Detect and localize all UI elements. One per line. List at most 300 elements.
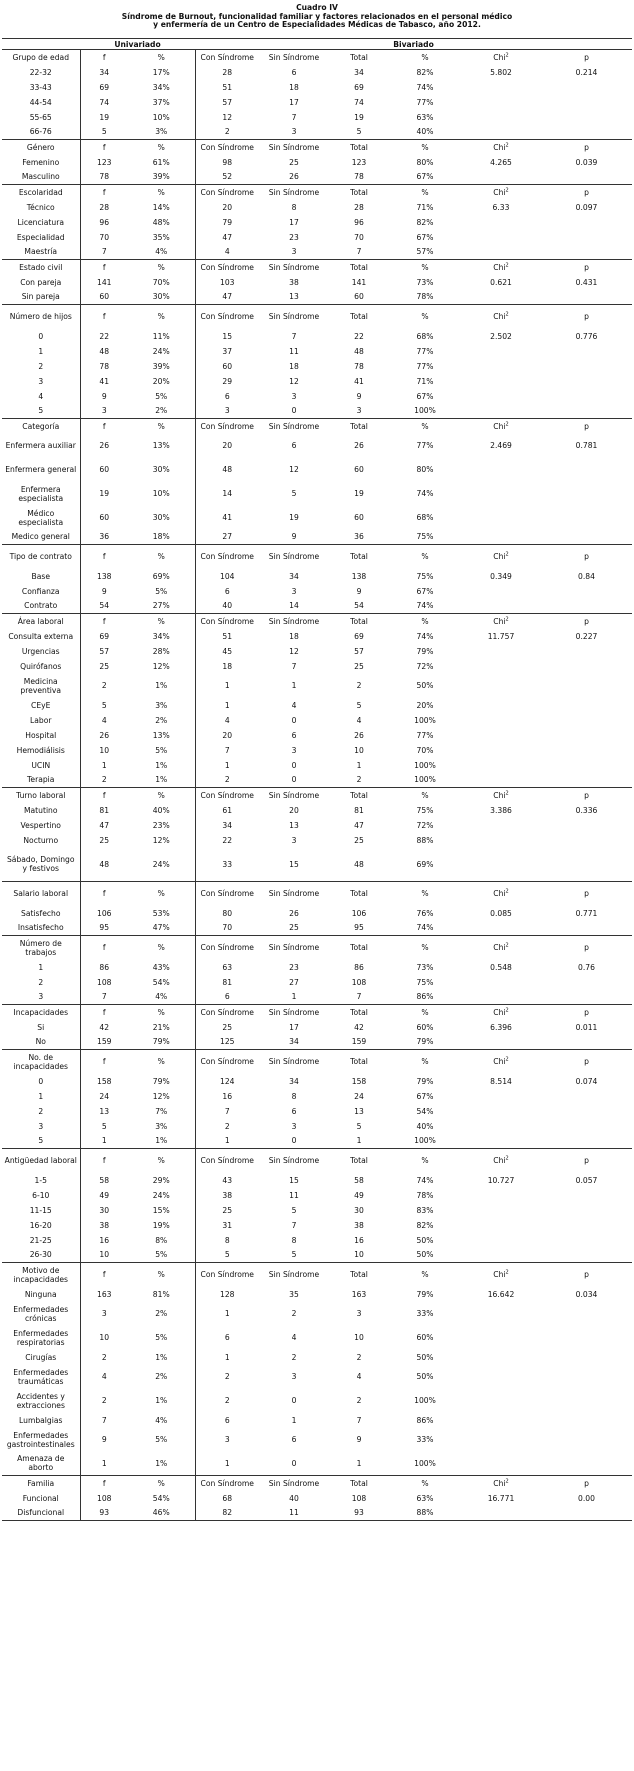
section-label: Género [2, 140, 80, 155]
total-value: 96 [354, 217, 364, 227]
p-value [541, 921, 632, 936]
con-sindrome-value: 45 [195, 644, 259, 659]
p-value: 0.011 [575, 1022, 598, 1032]
total-value: 1 [329, 1134, 389, 1149]
pct-bivariado-value: 82% [416, 1220, 434, 1230]
sin-sindrome-header: Sin Síndrome [259, 1005, 329, 1020]
con-sindrome-header: Con Síndrome [195, 788, 259, 803]
p-value [541, 170, 632, 185]
sin-sindrome-value: 12 [289, 376, 299, 386]
chi-value [461, 290, 541, 305]
pct-bivariado-value: 100% [414, 1396, 436, 1405]
chi-value: 11.757 [487, 631, 515, 641]
con-sindrome-value: 31 [195, 1218, 259, 1233]
pct-bivariado-value: 50% [416, 681, 434, 690]
total-value: 93 [329, 1506, 389, 1521]
chi-value [461, 990, 541, 1005]
row-label: Si [2, 1020, 80, 1035]
chi-value [461, 80, 541, 95]
p-value [541, 1218, 632, 1233]
pct-header: % [128, 788, 195, 803]
con-sindrome-value: 79 [195, 215, 259, 230]
pct-bivariado-value: 100% [389, 1452, 461, 1476]
total-value: 38 [354, 1220, 364, 1230]
sin-sindrome-value: 26 [259, 170, 329, 185]
total-header: Total [329, 140, 389, 155]
f-value: 108 [97, 977, 112, 987]
chi-header [461, 305, 541, 329]
con-sindrome-value: 20 [195, 200, 259, 215]
p-value [541, 374, 632, 389]
p-value: 0.781 [575, 441, 598, 450]
table-row [2, 833, 632, 848]
table-row [2, 659, 632, 674]
pct-value: 54% [152, 977, 170, 987]
pct-bivariado-value: 74% [416, 82, 434, 92]
p-value [541, 1350, 632, 1365]
pct-bivariado-value: 67% [389, 170, 461, 185]
total-value: 69 [354, 631, 364, 641]
chi-label: Chi [493, 187, 506, 197]
con-sindrome-value: 41 [195, 506, 259, 530]
pct-value: 48% [152, 217, 170, 227]
section-label: Número de hijos [2, 305, 80, 329]
chi-value [461, 584, 541, 599]
table-row [2, 125, 632, 140]
chi-value [461, 374, 541, 389]
f-value: 78 [80, 170, 128, 185]
pct-value: 34% [152, 631, 170, 641]
pct-bivariado-value: 68% [416, 513, 434, 522]
total-value: 10 [354, 745, 364, 755]
total-value: 4 [356, 1372, 362, 1381]
table-row [2, 1248, 632, 1263]
con-sindrome-value: 8 [195, 1233, 259, 1248]
chi-value [461, 389, 541, 404]
p-value: 0.214 [575, 67, 598, 77]
table-row [2, 1074, 632, 1089]
total-header: Total [329, 1149, 389, 1173]
table-row [2, 644, 632, 659]
pct-value: 81% [152, 1289, 170, 1299]
con-sindrome-value: 2 [195, 773, 259, 788]
table-row [2, 1452, 632, 1476]
sin-sindrome-value: 0 [259, 1452, 329, 1476]
chi-label: Chi [493, 1478, 506, 1488]
pct-header: % [128, 1050, 195, 1074]
sin-sindrome-value: 1 [291, 1415, 297, 1425]
total-value: 123 [351, 157, 367, 167]
con-sindrome-value: 2 [195, 1389, 259, 1413]
chi-header [461, 936, 541, 960]
chi-value [461, 95, 541, 110]
pct-header: % [128, 545, 195, 569]
f-value: 9 [101, 391, 107, 401]
chi-superscript: 2 [505, 421, 509, 428]
p-value [541, 818, 632, 833]
pct-header: % [128, 1005, 195, 1020]
f-value: 54 [80, 599, 128, 614]
sin-sindrome-value: 18 [289, 361, 299, 371]
pct-bivariado-value: 72% [416, 661, 434, 671]
section-label: Grupo de edad [2, 50, 80, 65]
total-value: 25 [354, 661, 364, 671]
con-sindrome-header: Con Síndrome [195, 419, 259, 434]
row-label: Ninguna [2, 1287, 80, 1302]
f-value: 7 [80, 990, 128, 1005]
row-label: 3 [2, 990, 80, 1005]
pct-bivariado-value: 77% [416, 361, 434, 371]
row-label: Accidentes y extracciones [2, 1389, 80, 1413]
f-header: f [80, 260, 128, 275]
con-sindrome-header: Con Síndrome [195, 1149, 259, 1173]
pct-bivariado-value: 100% [389, 773, 461, 788]
table-row [2, 275, 632, 290]
chi-value [461, 482, 541, 506]
con-sindrome-value: 37 [195, 344, 259, 359]
sin-sindrome-value: 1 [291, 681, 297, 690]
title-line: Cuadro IV [296, 3, 338, 12]
pct-value: 18% [128, 530, 195, 545]
chi-value [461, 1506, 541, 1521]
f-header: f [80, 185, 128, 200]
p-header: p [541, 305, 632, 329]
chi-header [461, 882, 541, 906]
chi-value [461, 1302, 541, 1326]
pct-bivariado-header: % [389, 140, 461, 155]
sin-sindrome-value: 11 [289, 346, 299, 356]
pct-value: 14% [152, 202, 170, 212]
f-value: 22 [99, 331, 110, 341]
total-value: 95 [329, 921, 389, 936]
f-value: 78 [99, 361, 110, 371]
chi-label: Chi [493, 552, 506, 562]
table-row [2, 530, 632, 545]
row-label: Especialidad [2, 230, 80, 245]
row-label: Urgencias [2, 644, 80, 659]
f-value: 7 [80, 245, 128, 260]
con-sindrome-value: 12 [195, 110, 259, 125]
sin-sindrome-value: 7 [291, 112, 297, 122]
p-value [541, 848, 632, 882]
row-label: Insatisfecho [2, 921, 80, 936]
p-value [541, 1089, 632, 1104]
row-label: Maestría [2, 245, 80, 260]
pct-value: 13% [152, 730, 170, 740]
pct-bivariado-value: 100% [414, 760, 436, 770]
chi-label: Chi [493, 1057, 506, 1067]
p-value [541, 1452, 632, 1476]
chi-superscript: 2 [505, 790, 509, 797]
pct-bivariado-value: 67% [416, 1091, 434, 1101]
row-label: UCIN [2, 758, 80, 773]
table-row [2, 1035, 632, 1050]
row-label: Enfermedades crónicas [2, 1302, 80, 1326]
total-value: 141 [351, 277, 367, 287]
pct-bivariado-header: % [389, 1050, 461, 1074]
p-value [541, 1365, 632, 1389]
pct-value: 4% [128, 245, 195, 260]
chi-superscript: 2 [505, 888, 509, 895]
p-value [541, 215, 632, 230]
con-sindrome-value: 6 [195, 1413, 259, 1428]
f-value: 123 [97, 157, 112, 167]
section-header-row [2, 936, 632, 960]
section-label: Salario laboral [2, 882, 80, 906]
chi-value [461, 1248, 541, 1263]
table-row [2, 803, 632, 818]
sin-sindrome-header: Sin Síndrome [259, 1050, 329, 1074]
total-value: 74 [354, 97, 364, 107]
chi-value: 3.386 [490, 805, 512, 815]
f-value: 60 [99, 513, 110, 522]
row-label: Matutino [2, 803, 80, 818]
con-sindrome-value: 2 [195, 1119, 259, 1134]
chi-value [461, 1428, 541, 1452]
con-sindrome-value: 2 [195, 125, 259, 140]
chi-value: 16.771 [487, 1493, 515, 1503]
f-value: 95 [80, 921, 128, 936]
pct-value: 21% [152, 1022, 170, 1032]
sin-sindrome-value: 5 [291, 489, 297, 498]
p-value: 0.074 [575, 1076, 598, 1086]
f-value: 10 [99, 745, 110, 755]
row-label: Femenino [2, 155, 80, 170]
f-value: 60 [99, 465, 110, 474]
table-row [2, 848, 632, 882]
sin-sindrome-value: 0 [291, 715, 297, 725]
con-sindrome-value: 7 [195, 743, 259, 758]
sin-sindrome-value: 40 [289, 1493, 299, 1503]
p-value [541, 389, 632, 404]
pct-header: % [128, 882, 195, 906]
total-value: 108 [351, 1493, 367, 1503]
con-sindrome-value: 1 [195, 1302, 259, 1326]
chi-label: Chi [493, 52, 506, 62]
f-value: 28 [99, 202, 110, 212]
sin-sindrome-value: 3 [291, 1121, 297, 1131]
pct-value: 43% [152, 962, 170, 972]
row-label: 11-15 [2, 1203, 80, 1218]
pct-bivariado-value: 75% [416, 977, 434, 987]
sin-sindrome-value: 7 [291, 661, 297, 671]
sin-sindrome-value: 3 [291, 835, 297, 845]
row-label: 2 [2, 975, 80, 990]
pct-bivariado-value: 78% [389, 290, 461, 305]
chi-value [461, 728, 541, 743]
chi-value: 0.621 [490, 277, 512, 287]
con-sindrome-value: 1 [195, 1134, 259, 1149]
sin-sindrome-value: 8 [291, 202, 297, 212]
chi-header [461, 260, 541, 275]
table-row [2, 584, 632, 599]
total-value: 54 [329, 599, 389, 614]
pct-bivariado-value: 50% [389, 1248, 461, 1263]
total-header: Total [329, 305, 389, 329]
row-label: Satisfecho [2, 906, 80, 921]
chi-value [461, 506, 541, 530]
pct-bivariado-value: 73% [416, 277, 434, 287]
total-value: 9 [356, 1435, 362, 1444]
table-row [2, 960, 632, 975]
f-value: 26 [99, 441, 110, 450]
table-row [2, 245, 632, 260]
total-value: 1 [356, 760, 362, 770]
row-label: 26-30 [2, 1248, 80, 1263]
p-value [541, 659, 632, 674]
section-header-row [2, 260, 632, 275]
section-header-row [2, 305, 632, 329]
chi-value [461, 359, 541, 374]
sin-sindrome-value: 0 [291, 760, 297, 770]
row-label: Técnico [2, 200, 80, 215]
row-label: Enfermera auxiliar [2, 434, 80, 458]
p-value [541, 833, 632, 848]
pct-header: % [128, 1476, 195, 1491]
p-value [541, 1203, 632, 1218]
f-value: 19 [99, 112, 110, 122]
bivariado-header: Bivariado [195, 39, 632, 50]
p-value [541, 1326, 632, 1350]
con-sindrome-value: 28 [195, 65, 259, 80]
con-sindrome-header: Con Síndrome [195, 1050, 259, 1074]
pct-bivariado-value: 33% [416, 1435, 434, 1444]
chi-value [461, 110, 541, 125]
pct-bivariado-value: 74% [416, 631, 434, 641]
pct-bivariado-value: 50% [416, 1235, 434, 1245]
sin-sindrome-value: 34 [289, 1076, 299, 1086]
row-label: Enfermera especialista [2, 482, 80, 506]
p-value [541, 95, 632, 110]
f-value: 1 [101, 760, 107, 770]
p-header: p [541, 260, 632, 275]
chi-header [461, 1476, 541, 1491]
chi-value [461, 743, 541, 758]
pct-bivariado-value: 79% [389, 1035, 461, 1050]
f-value: 26 [99, 730, 110, 740]
p-header: p [541, 882, 632, 906]
con-sindrome-value: 125 [195, 1035, 259, 1050]
chi-header [461, 545, 541, 569]
sin-sindrome-value: 6 [291, 441, 297, 450]
p-header: p [541, 50, 632, 65]
total-value: 7 [329, 245, 389, 260]
total-value: 22 [354, 331, 364, 341]
table-row [2, 1302, 632, 1326]
con-sindrome-value: 29 [195, 374, 259, 389]
pct-value: 39% [152, 361, 170, 371]
table-body [2, 50, 632, 1521]
f-value: 25 [99, 835, 110, 845]
table-row [2, 170, 632, 185]
con-sindrome-value: 18 [195, 659, 259, 674]
pct-header: % [128, 614, 195, 629]
pct-value: 19% [152, 1220, 170, 1230]
p-value: 0.034 [575, 1289, 598, 1299]
sin-sindrome-value: 15 [289, 1175, 299, 1185]
con-sindrome-value: 3 [195, 404, 259, 419]
chi-label: Chi [493, 1007, 506, 1017]
sin-sindrome-header: Sin Síndrome [259, 614, 329, 629]
chi-superscript: 2 [505, 942, 509, 949]
row-label: Nocturno [2, 833, 80, 848]
p-value [541, 674, 632, 698]
con-sindrome-value: 98 [195, 155, 259, 170]
table-row [2, 200, 632, 215]
row-label: Con pareja [2, 275, 80, 290]
con-sindrome-value: 6 [195, 584, 259, 599]
pct-bivariado-header: % [389, 936, 461, 960]
p-header: p [541, 1050, 632, 1074]
pct-bivariado-value: 88% [389, 1506, 461, 1521]
table-row [2, 818, 632, 833]
section-label: Categoría [2, 419, 80, 434]
pct-value: 24% [152, 346, 170, 356]
f-value: 13 [99, 1106, 110, 1116]
total-value: 10 [354, 1333, 364, 1342]
con-sindrome-value: 1 [195, 758, 259, 773]
pct-header: % [128, 140, 195, 155]
total-value: 48 [354, 346, 364, 356]
sin-sindrome-header: Sin Síndrome [259, 1149, 329, 1173]
pct-value: 11% [152, 331, 170, 341]
f-value: 96 [99, 217, 110, 227]
row-label: 33-43 [2, 80, 80, 95]
f-header: f [80, 1050, 128, 1074]
chi-value: 4.265 [490, 157, 512, 167]
sin-sindrome-value: 12 [289, 465, 299, 474]
f-header: f [80, 1476, 128, 1491]
table-row [2, 713, 632, 728]
pct-bivariado-value: 50% [416, 1372, 434, 1381]
section-header-row [2, 1476, 632, 1491]
pct-value: 40% [152, 805, 170, 815]
chi-value [461, 125, 541, 140]
f-value: 2 [101, 1396, 107, 1405]
row-label: 1 [2, 960, 80, 975]
chi-value [461, 1350, 541, 1365]
chi-superscript: 2 [505, 616, 509, 623]
pct-bivariado-value: 73% [416, 962, 434, 972]
table-row [2, 728, 632, 743]
pct-value: 8% [155, 1235, 168, 1245]
pct-value: 2% [155, 1309, 168, 1318]
sin-sindrome-header: Sin Síndrome [259, 936, 329, 960]
pct-value: 1% [155, 1396, 168, 1405]
con-sindrome-header: Con Síndrome [195, 1476, 259, 1491]
total-value: 26 [354, 441, 364, 450]
row-label: Sin pareja [2, 290, 80, 305]
p-value [541, 458, 632, 482]
pct-bivariado-value: 33% [416, 1309, 434, 1318]
chi-superscript: 2 [505, 262, 509, 269]
pct-value: 15% [152, 1205, 170, 1215]
chi-value [461, 698, 541, 713]
row-label: Quirófanos [2, 659, 80, 674]
p-value [541, 990, 632, 1005]
con-sindrome-header: Con Síndrome [195, 545, 259, 569]
pct-bivariado-value: 67% [416, 391, 434, 401]
total-value: 1 [329, 1452, 389, 1476]
chi-label: Chi [493, 421, 506, 431]
con-sindrome-header: Con Síndrome [195, 1263, 259, 1287]
con-sindrome-value: 4 [195, 713, 259, 728]
pct-bivariado-value: 74% [416, 489, 434, 498]
pct-bivariado-header: % [389, 50, 461, 65]
table-row [2, 1326, 632, 1350]
pct-bivariado-value: 40% [389, 125, 461, 140]
table-row [2, 599, 632, 614]
